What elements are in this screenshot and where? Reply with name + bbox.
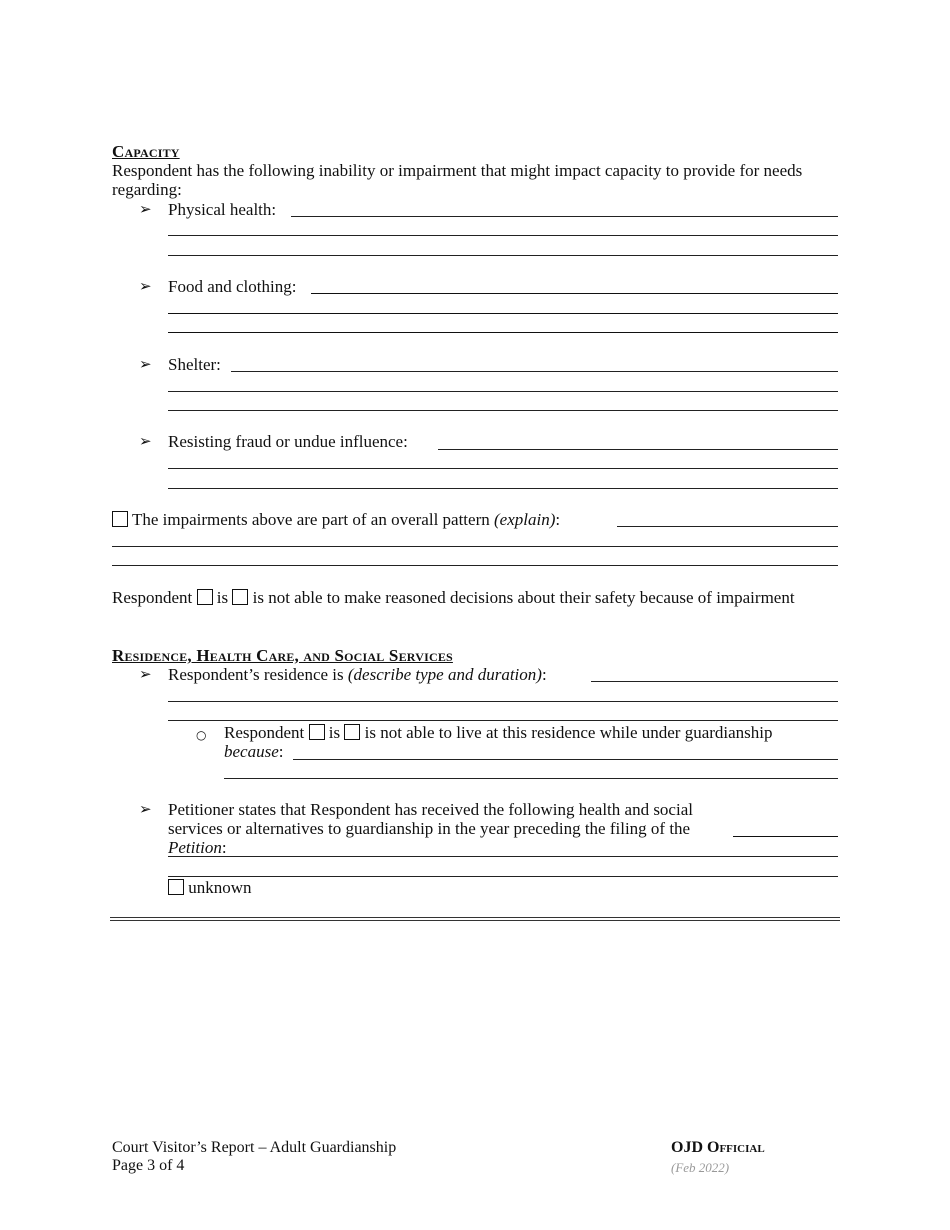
- unknown-row: [168, 878, 252, 897]
- physical-health-line-1[interactable]: [291, 216, 838, 217]
- petitioner-text: Petitioner states that Respondent has received the following health and social services or alternatives to guardianship in the year preceding the filing of the: [168, 800, 693, 838]
- unknown-label: unknown: [188, 878, 252, 897]
- unknown-checkbox[interactable]: [168, 879, 184, 895]
- because-line-2[interactable]: [224, 778, 838, 779]
- residence-line-2[interactable]: [168, 701, 838, 702]
- sub-rest: is not able to live at this residence while under guardianship: [364, 723, 773, 742]
- fraud-line-2[interactable]: [168, 468, 838, 469]
- footer-title: Court Visitor’s Report – Adult Guardianship: [112, 1139, 397, 1156]
- pattern-explain: (explain): [494, 510, 556, 529]
- capacity-heading: Capacity: [112, 142, 180, 161]
- arrow-bullet-icon: ➢: [139, 277, 152, 295]
- pattern-line-1[interactable]: [617, 526, 838, 527]
- residence-prefix: Respondent’s residence is: [168, 665, 344, 684]
- footer-date: (Feb 2022): [671, 1160, 730, 1175]
- arrow-bullet-icon: ➢: [139, 200, 152, 218]
- decision-rest: is not able to make reasoned decisions about their safety because of impairment: [252, 588, 795, 607]
- decision-prefix: Respondent: [112, 588, 193, 607]
- food-clothing-line-2[interactable]: [168, 313, 838, 314]
- pattern-colon: :: [555, 510, 561, 529]
- shelter-line-3[interactable]: [168, 410, 838, 411]
- food-clothing-line-3[interactable]: [168, 332, 838, 333]
- petitioner-line-3[interactable]: [168, 876, 838, 877]
- physical-health-line-2[interactable]: [168, 235, 838, 236]
- residence-line-1[interactable]: [591, 681, 838, 682]
- petitioner-line-2[interactable]: [168, 856, 838, 857]
- pattern-line-3[interactable]: [112, 565, 838, 566]
- decision-is-label: is: [216, 588, 229, 607]
- petitioner-item: [168, 800, 728, 857]
- arrow-bullet-icon: ➢: [139, 432, 152, 450]
- residence-italic: (describe type and duration): [347, 665, 542, 684]
- footer-page: Page 3 of 4: [112, 1157, 185, 1174]
- decision-is-checkbox[interactable]: [197, 589, 213, 605]
- sub-is-label: is: [328, 723, 341, 742]
- sub-because-colon: :: [278, 742, 284, 761]
- fraud-line-3[interactable]: [168, 488, 838, 489]
- pattern-text: The impairments above are part of an overall pattern: [131, 510, 490, 529]
- food-clothing-line-1[interactable]: [311, 293, 838, 294]
- petitioner-line-1[interactable]: [733, 836, 838, 837]
- physical-health-label: Physical health:: [168, 200, 277, 219]
- petitioner-colon: :: [221, 838, 227, 857]
- food-clothing-label: Food and clothing:: [168, 277, 297, 296]
- residence-item: [168, 665, 547, 684]
- arrow-bullet-icon: ➢: [139, 355, 152, 373]
- decision-statement: [112, 588, 802, 607]
- residence-line-3[interactable]: [168, 720, 838, 721]
- circle-bullet-icon: ○: [196, 728, 207, 742]
- petitioner-italic: Petition: [168, 838, 222, 857]
- footer-official: OJD Official: [671, 1139, 765, 1156]
- residence-sub-item: [224, 723, 773, 742]
- sub-because: [224, 742, 284, 761]
- because-line-1[interactable]: [293, 759, 838, 760]
- physical-health-line-3[interactable]: [168, 255, 838, 256]
- shelter-label: Shelter:: [168, 355, 221, 374]
- sub-because-italic: because: [224, 742, 279, 761]
- pattern-line-2[interactable]: [112, 546, 838, 547]
- arrow-bullet-icon: ➢: [139, 800, 152, 818]
- sub-is-not-checkbox[interactable]: [344, 724, 360, 740]
- fraud-label: Resisting fraud or undue influence:: [168, 432, 408, 451]
- pattern-row: [112, 510, 560, 529]
- pattern-checkbox[interactable]: [112, 511, 128, 527]
- residence-heading: Residence, Health Care, and Social Services: [112, 646, 453, 665]
- residence-colon: :: [541, 665, 547, 684]
- double-rule-top: [110, 917, 840, 918]
- decision-is-not-checkbox[interactable]: [232, 589, 248, 605]
- fraud-line-1[interactable]: [438, 449, 838, 450]
- shelter-line-1[interactable]: [231, 371, 838, 372]
- arrow-bullet-icon: ➢: [139, 665, 152, 683]
- shelter-line-2[interactable]: [168, 391, 838, 392]
- capacity-intro: Respondent has the following inability or impairment that might impact capacity to provide for needs regarding:: [112, 161, 803, 199]
- sub-prefix: Respondent: [224, 723, 305, 742]
- double-rule-bottom: [110, 920, 840, 921]
- sub-is-checkbox[interactable]: [309, 724, 325, 740]
